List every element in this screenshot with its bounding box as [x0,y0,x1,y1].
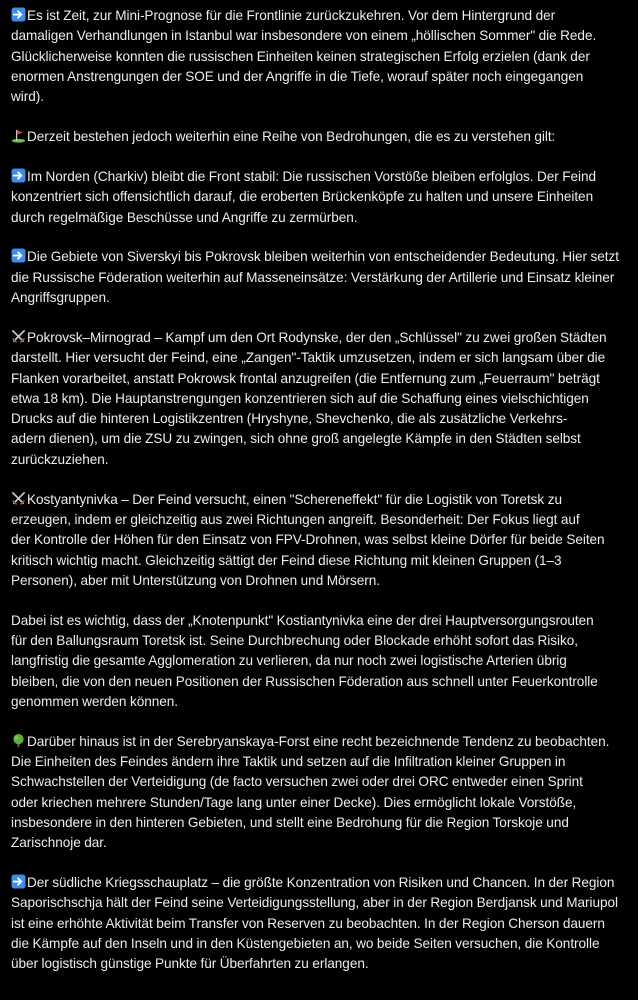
paragraph-siverskyi [11,247,633,308]
tree-icon [11,733,26,748]
paragraph-text: Derzeit bestehen jedoch weiterhin eine Reihe von Bedrohungen, die es zu verstehen gilt: [27,129,556,145]
paragraph-knotenpunkt [11,611,633,712]
paragraph-text: Der südliche Kriegsschauplatz – die größte Konzentration von Risiken und Chancen. In der Region Saporischschja hält der Feind seine Verteidigungsstellung, aber in der Region Berdjansk und Mariupol ist eine erhöhte Aktivität beim Transfer von Reserven zu beobachten. In der Region Cherson dauern die Kämpfe auf den Inseln und in den Küstengebieten an, wo beide Seiten versuchen, die Kontrolle über logistisch günstige Punkte für Überfahrten zu erlangen. [11,875,618,972]
paragraph-text: Kostyantynivka – Der Feind versucht, einen "Schereneffekt" für die Logistik von Toretsk zu erzeugen, indem er gleichzeitig aus zwei Richtungen angreift. Besonderheit: Der Fokus liegt auf der Kontrolle der Höhen für den Einsatz von FPV-Drohnen, was selbst kleine Dörfer für beide Seiten kritisch wichtig macht. Gleichzeitig sättigt der Feind diese Richtung mit kleinen Gruppen (1–3 Personen), aber mit Unterstützung von Drohnen und Mörsern. [11,491,605,588]
golf-flag-icon [11,128,26,143]
crossed-swords-icon [11,491,26,506]
paragraph-text: Darüber hinaus ist in der Serebryanskaya-Forst eine recht bezeichnende Tendenz zu beobachten. Die Einheiten des Feindes ändern ihre Taktik und setzen auf die Infiltration kleiner Gruppen in Schwachstellen der Verteidigung (de facto versuchen zwei oder drei ORC entweder einen Sprint oder kriechen mehrere Stunden/Tage lang unter einer Decke). Dies ermöglicht lokale Vorstöße, insbesondere in den hinteren Gebieten, und stellt eine Bedrohung für die Region Torskoje und Zarischnoje dar. [11,733,610,851]
arrow-right-icon [11,874,26,889]
paragraph-serebryanskaya [11,732,633,854]
paragraph-text: Dabei ist es wichtig, dass der „Knotenpunkt" Kostiantynivka eine der drei Hauptversorgungsrouten für den Ballungsraum Toretsk ist. Seine Durchbrechung oder Blockade erhöht sofort das Risiko, langfristig die gesamte Agglomeration zu verlieren, da nur noch zwei logistische Arterien übrig bleiben, die von den neuen Positionen der Russischen Föderation aus schnell unter Feuerkontrolle genommen werden können. [11,612,598,709]
crossed-swords-icon [11,329,26,344]
paragraph-kostyantynivka [11,490,633,591]
arrow-right-icon [11,248,26,263]
paragraph-text: Im Norden (Charkiv) bleibt die Front stabil: Die russischen Vorstöße bleiben erfolglos. Der Feind konzentriert sich offensichtlich darauf, die eroberten Brückenköpfe zu halten und unsere Einheiten durch regelmäßige Beschüsse und Angriffe zu zermürben. [11,168,597,225]
post-body [11,6,633,994]
paragraph-text: Pokrovsk–Mirnograd – Kampf um den Ort Rodynske, der den „Schlüssel" zu zwei großen Städten darstellt. Hier versucht der Feind, eine „Zangen"-Taktik umzusetzen, indem er sich langsam über die Flanken vorarbeitet, anstatt Pokrowsk frontal anzugreifen (die Entfernung zum „Feuerraum" beträgt etwa 18 km). Die Hauptanstrengungen konzentrieren sich auf die Schaffung eines vielschichtigen Drucks auf die hinteren Logistikzentren (Hryshyne, Shevchenko, die als zusätzliche Verkehrs- adern dienen), um die ZSU zu zwingen, sich ohne groß angelegte Kämpfe in den Städten selbst zurückzuziehen. [11,329,607,467]
paragraph-text: Es ist Zeit, zur Mini-Prognose für die Frontlinie zurückzukehren. Vor dem Hintergrund der damaligen Verhandlungen in Istanbul war insbesondere von einem „höllischen Sommer" die Rede. Glücklicherweise konnten die russischen Einheiten keinen strategischen Erfolg erzielen (dank der enormen Anstrengungen der SOE und der Angriffe in die Tiefe, worauf später noch eingegangen wird). [11,8,597,105]
paragraph-north [11,167,633,228]
arrow-right-icon [11,168,26,183]
paragraph-pokrovsk [11,328,633,470]
paragraph-intro [11,6,633,107]
paragraph-text: Die Gebiete von Siverskyi bis Pokrovsk bleiben weiterhin von entscheidender Bedeutung. Hier setzt die Russische Föderation weiterhin auf Masseneinsätze: Verstärkung der Artillerie und Einsatz kleiner Angriffsgruppen. [11,249,619,306]
arrow-right-icon [11,7,26,22]
paragraph-south [11,873,633,974]
paragraph-threats [11,127,633,147]
